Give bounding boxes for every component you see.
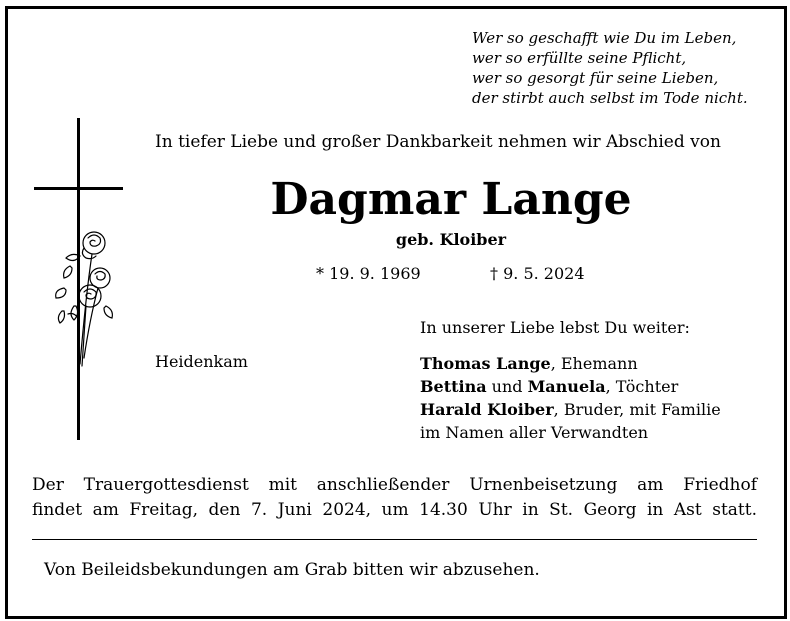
poem-line: der stirbt auch selbst im Tode nicht. <box>472 89 748 107</box>
mourner-name: Manuela <box>527 377 606 396</box>
poem-line: wer so gesorgt für seine Lieben, <box>472 69 719 87</box>
poem <box>472 28 748 108</box>
mourner-line: im Namen aller Verwandten <box>420 423 649 442</box>
service-line: findet am Freitag, den 7. Juni 2024, um 14.30 Uhr in St. Georg in Ast statt. <box>32 500 757 520</box>
mourner-relation: , Bruder, mit Familie <box>553 400 721 419</box>
poem-line: Wer so geschafft wie Du im Leben, <box>472 29 737 47</box>
birth-date: * 19. 9. 1969 <box>316 264 421 283</box>
mourner-relation: , Ehemann <box>550 354 638 373</box>
death-date: † 9. 5. 2024 <box>490 264 585 283</box>
mourners-list <box>420 352 721 444</box>
footer-note: Von Beileidsbekundungen am Grab bitten wir abzusehen. <box>44 560 540 580</box>
mourner-name: Thomas Lange <box>420 354 551 373</box>
deceased-name: Dagmar Lange <box>270 174 632 225</box>
intro-text: In tiefer Liebe und großer Dankbarkeit nehmen wir Abschied von <box>155 132 721 152</box>
mourner-conjunction: und <box>486 377 528 396</box>
mourner-name: Harald Kloiber <box>420 400 554 419</box>
mourner-relation: , Töchter <box>605 377 679 396</box>
mourner-line <box>420 398 721 421</box>
place-name: Heidenkam <box>155 352 248 371</box>
service-line: Der Trauergottesdienst mit anschließender Urnenbeisetzung am Friedhof <box>32 475 757 495</box>
motto: In unserer Liebe lebst Du weiter: <box>420 318 690 337</box>
maiden-name: geb. Kloiber <box>395 230 507 249</box>
poem-line: wer so erfüllte seine Pflicht, <box>472 49 687 67</box>
mourner-line <box>420 375 721 398</box>
service-notice <box>32 473 757 523</box>
divider <box>32 539 757 540</box>
mourner-line <box>420 352 721 375</box>
mourner-name: Bettina <box>420 377 487 396</box>
